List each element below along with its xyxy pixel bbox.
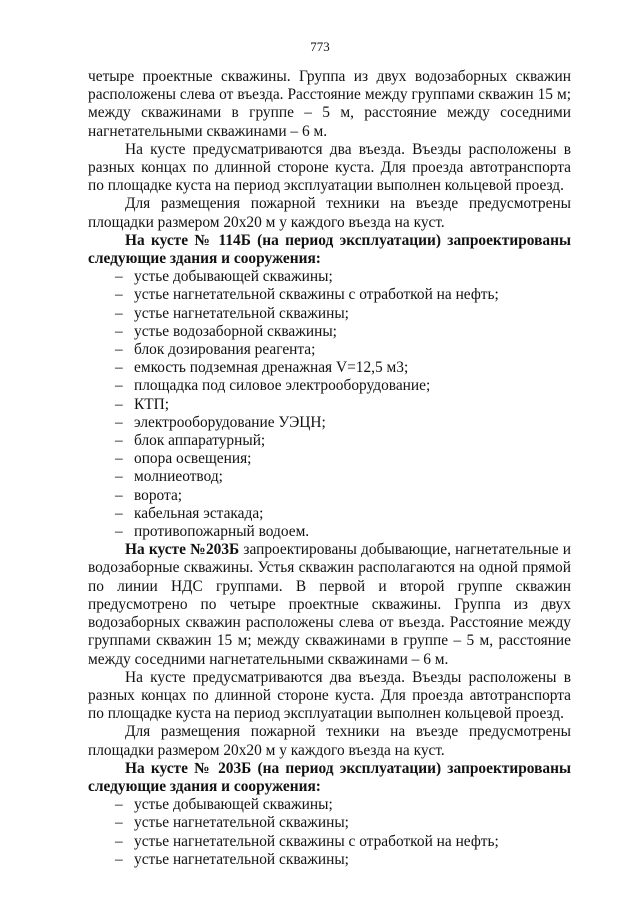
list-dash: – (115, 850, 123, 868)
list-dash: – (115, 486, 123, 504)
list-item: – блок дозирования реагента; (115, 341, 316, 359)
paragraph-entrances: На кусте предусматриваются два въезда. Въезды расположены в разных концах по длинной стороне куста. Для проезда автотранспорта по площадке куста на период эксплуатации выполнен кольцевой проезд. (88, 668, 571, 723)
page-number: 773 (310, 39, 330, 54)
list-item: – устье нагнетательной скважины; (115, 304, 349, 322)
list-dash: – (115, 359, 123, 377)
list-item: – устье нагнетательной скважины; (115, 814, 349, 832)
site-name-bold: На кусте №203Б (125, 541, 240, 559)
paragraph-continuation: четыре проектные скважины. Группа из двух водозаборных скважин расположены слева от въезда. Расстояние между группами скважин 15 м; между скважинами в группе – 5 м, расстояние между соседними нагнетательными скважинами – 6 м. (88, 68, 571, 140)
list-item: – блок аппаратурный; (115, 432, 266, 450)
structures-list-203b (88, 796, 571, 869)
list-item: – устье добывающей скважины; (115, 796, 333, 814)
section-heading-203b: На кусте № 203Б (на период эксплуатации) запроектированы следующие здания и сооружения: (88, 759, 571, 795)
list-dash: – (115, 322, 123, 340)
list-dash: – (115, 304, 123, 322)
paragraph-entrances: На кусте предусматриваются два въезда. Въезды расположены в разных концах по длинной стороне куста. Для проезда автотранспорта по площадке куста на период эксплуатации выполнен кольцевой проезд. (88, 140, 571, 195)
list-dash: – (115, 341, 123, 359)
list-dash: – (115, 504, 123, 522)
section-heading-114b: На кусте № 114Б (на период эксплуатации) запроектированы следующие здания и сооружения: (88, 231, 571, 268)
paragraph-fire-equipment: Для размещения пожарной техники на въезде предусмотрены площадки размером 20х20 м у каждого въезда на куст. (88, 195, 571, 231)
list-item: – противопожарный водоем. (115, 523, 310, 541)
list-dash: – (115, 268, 123, 286)
list-item: – ворота; (115, 486, 183, 504)
page-body (88, 68, 571, 869)
list-item: – молниеотвод; (115, 468, 223, 486)
list-item: – устье нагнетательной скважины с отработкой на нефть; (115, 286, 499, 304)
list-item: – электрооборудование УЭЦН; (115, 413, 326, 431)
paragraph-fire-equipment: Для размещения пожарной техники на въезде предусмотрены площадки размером 20х20 м у каждого въезда на куст. (88, 723, 571, 759)
list-dash: – (115, 814, 123, 832)
list-item: – емкость подземная дренажная V=12,5 м3; (115, 359, 409, 377)
list-item: – устье нагнетательной скважины с отработкой на нефть; (115, 832, 499, 850)
list-dash: – (115, 832, 123, 850)
list-dash: – (115, 796, 123, 814)
list-dash: – (115, 413, 123, 431)
list-item: – устье добывающей скважины; (115, 268, 333, 286)
structures-list-114b (88, 268, 571, 541)
paragraph-203b-intro: На кусте №203Б запроектированы добывающие, нагнетательные и водозаборные скважины. Устья скважин располагаются на одной прямой по линии НДС группами. В первой и второй группе скважин предусмотрено по четыре проектные скважины. Группа из двух водозаборных скважин расположены слева от въезда. Расстояние между группами скважин 15 м; между скважинами в группе – 5 м, расстояние между соседними нагнетательными скважинами – 6 м. (88, 541, 571, 668)
list-dash: – (115, 432, 123, 450)
list-dash: – (115, 286, 123, 304)
list-item: – площадка под силовое электрооборудование; (115, 377, 431, 395)
list-dash: – (115, 377, 123, 395)
list-item: – КТП; (115, 395, 170, 413)
list-dash: – (115, 523, 123, 541)
list-dash: – (115, 468, 123, 486)
list-item: – опора освещения; (115, 450, 252, 468)
list-item: – устье нагнетательной скважины; (115, 850, 349, 868)
list-item: – кабельная эстакада; (115, 504, 264, 522)
list-dash: – (115, 450, 123, 468)
list-item: – устье водозаборной скважины; (115, 322, 337, 340)
list-dash: – (115, 395, 123, 413)
